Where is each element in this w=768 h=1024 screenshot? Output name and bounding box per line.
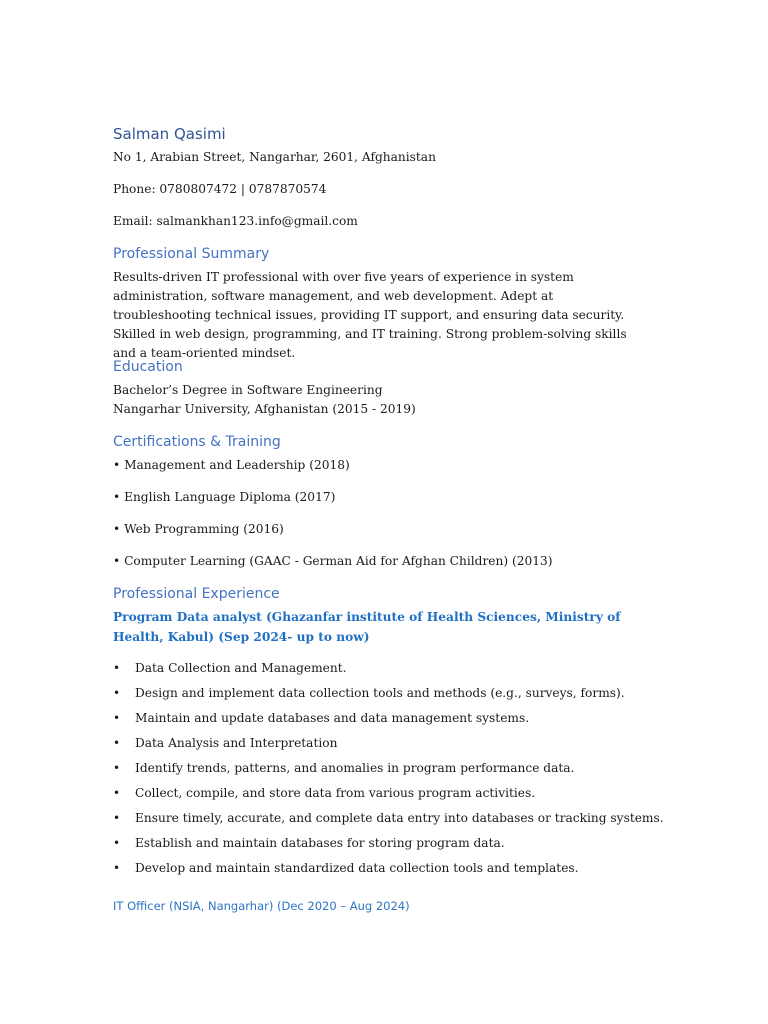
list-item-text: Data Analysis and Interpretation	[135, 736, 338, 750]
resume-page	[113, 0, 664, 1024]
bullet-icon: •	[113, 811, 121, 825]
list-item-text: Design and implement data collection tools and methods (e.g., surveys, forms).	[135, 686, 625, 700]
phone-line: Phone: 0780807472 | 0787870574	[113, 182, 327, 196]
bullet-icon: •	[113, 786, 121, 800]
education-degree: Bachelor’s Degree in Software Engineering	[113, 383, 383, 397]
education-heading: Education	[113, 359, 183, 375]
education-school: Nangarhar University, Afghanistan (2015 - 2019)	[113, 402, 416, 416]
candidate-name: Salman Qasimi	[113, 125, 226, 143]
certification-item: • Management and Leadership (2018)	[113, 458, 350, 472]
certification-item: • Computer Learning (GAAC - German Aid for Afghan Children) (2013)	[113, 554, 553, 568]
summary-text: Results-driven IT professional with over five years of experience in system administration, software management, and web development. Adept at troubleshooting technical issues, providing IT support, and ensuring data security. Skilled in web design, programming, and IT training. Strong problem-solving skills and a team-oriented mindset.	[113, 270, 627, 360]
summary-heading: Professional Summary	[113, 246, 270, 262]
bullet-icon: •	[113, 711, 121, 725]
job-title-program-data-analyst: Program Data analyst (Ghazanfar institute of Health Sciences, Ministry of Health, Kabul) (Sep 2024- up to now)	[113, 610, 621, 644]
bullet-icon: •	[113, 761, 121, 775]
list-item-text: Ensure timely, accurate, and complete data entry into databases or tracking systems.	[135, 811, 664, 825]
certification-item: • English Language Diploma (2017)	[113, 490, 336, 504]
list-item-text: Establish and maintain databases for storing program data.	[135, 836, 505, 850]
bullet-icon: •	[113, 661, 121, 675]
address-line: No 1, Arabian Street, Nangarhar, 2601, Afghanistan	[113, 150, 436, 164]
bullet-icon: •	[113, 861, 121, 875]
list-item-text: Data Collection and Management.	[135, 661, 347, 675]
list-item-text: Develop and maintain standardized data collection tools and templates.	[135, 861, 579, 875]
email-line: Email: salmankhan123.info@gmail.com	[113, 214, 358, 228]
list-item-text: Maintain and update databases and data management systems.	[135, 711, 530, 725]
certification-item: • Web Programming (2016)	[113, 522, 284, 536]
job-title-it-officer: IT Officer (NSIA, Nangarhar) (Dec 2020 – Aug 2024)	[113, 899, 410, 913]
certifications-heading: Certifications & Training	[113, 434, 281, 450]
list-item-text: Collect, compile, and store data from various program activities.	[135, 786, 536, 800]
bullet-icon: •	[113, 736, 121, 750]
list-item-text: Identify trends, patterns, and anomalies in program performance data.	[135, 761, 575, 775]
experience-heading: Professional Experience	[113, 586, 280, 602]
bullet-icon: •	[113, 686, 121, 700]
bullet-icon: •	[113, 836, 121, 850]
